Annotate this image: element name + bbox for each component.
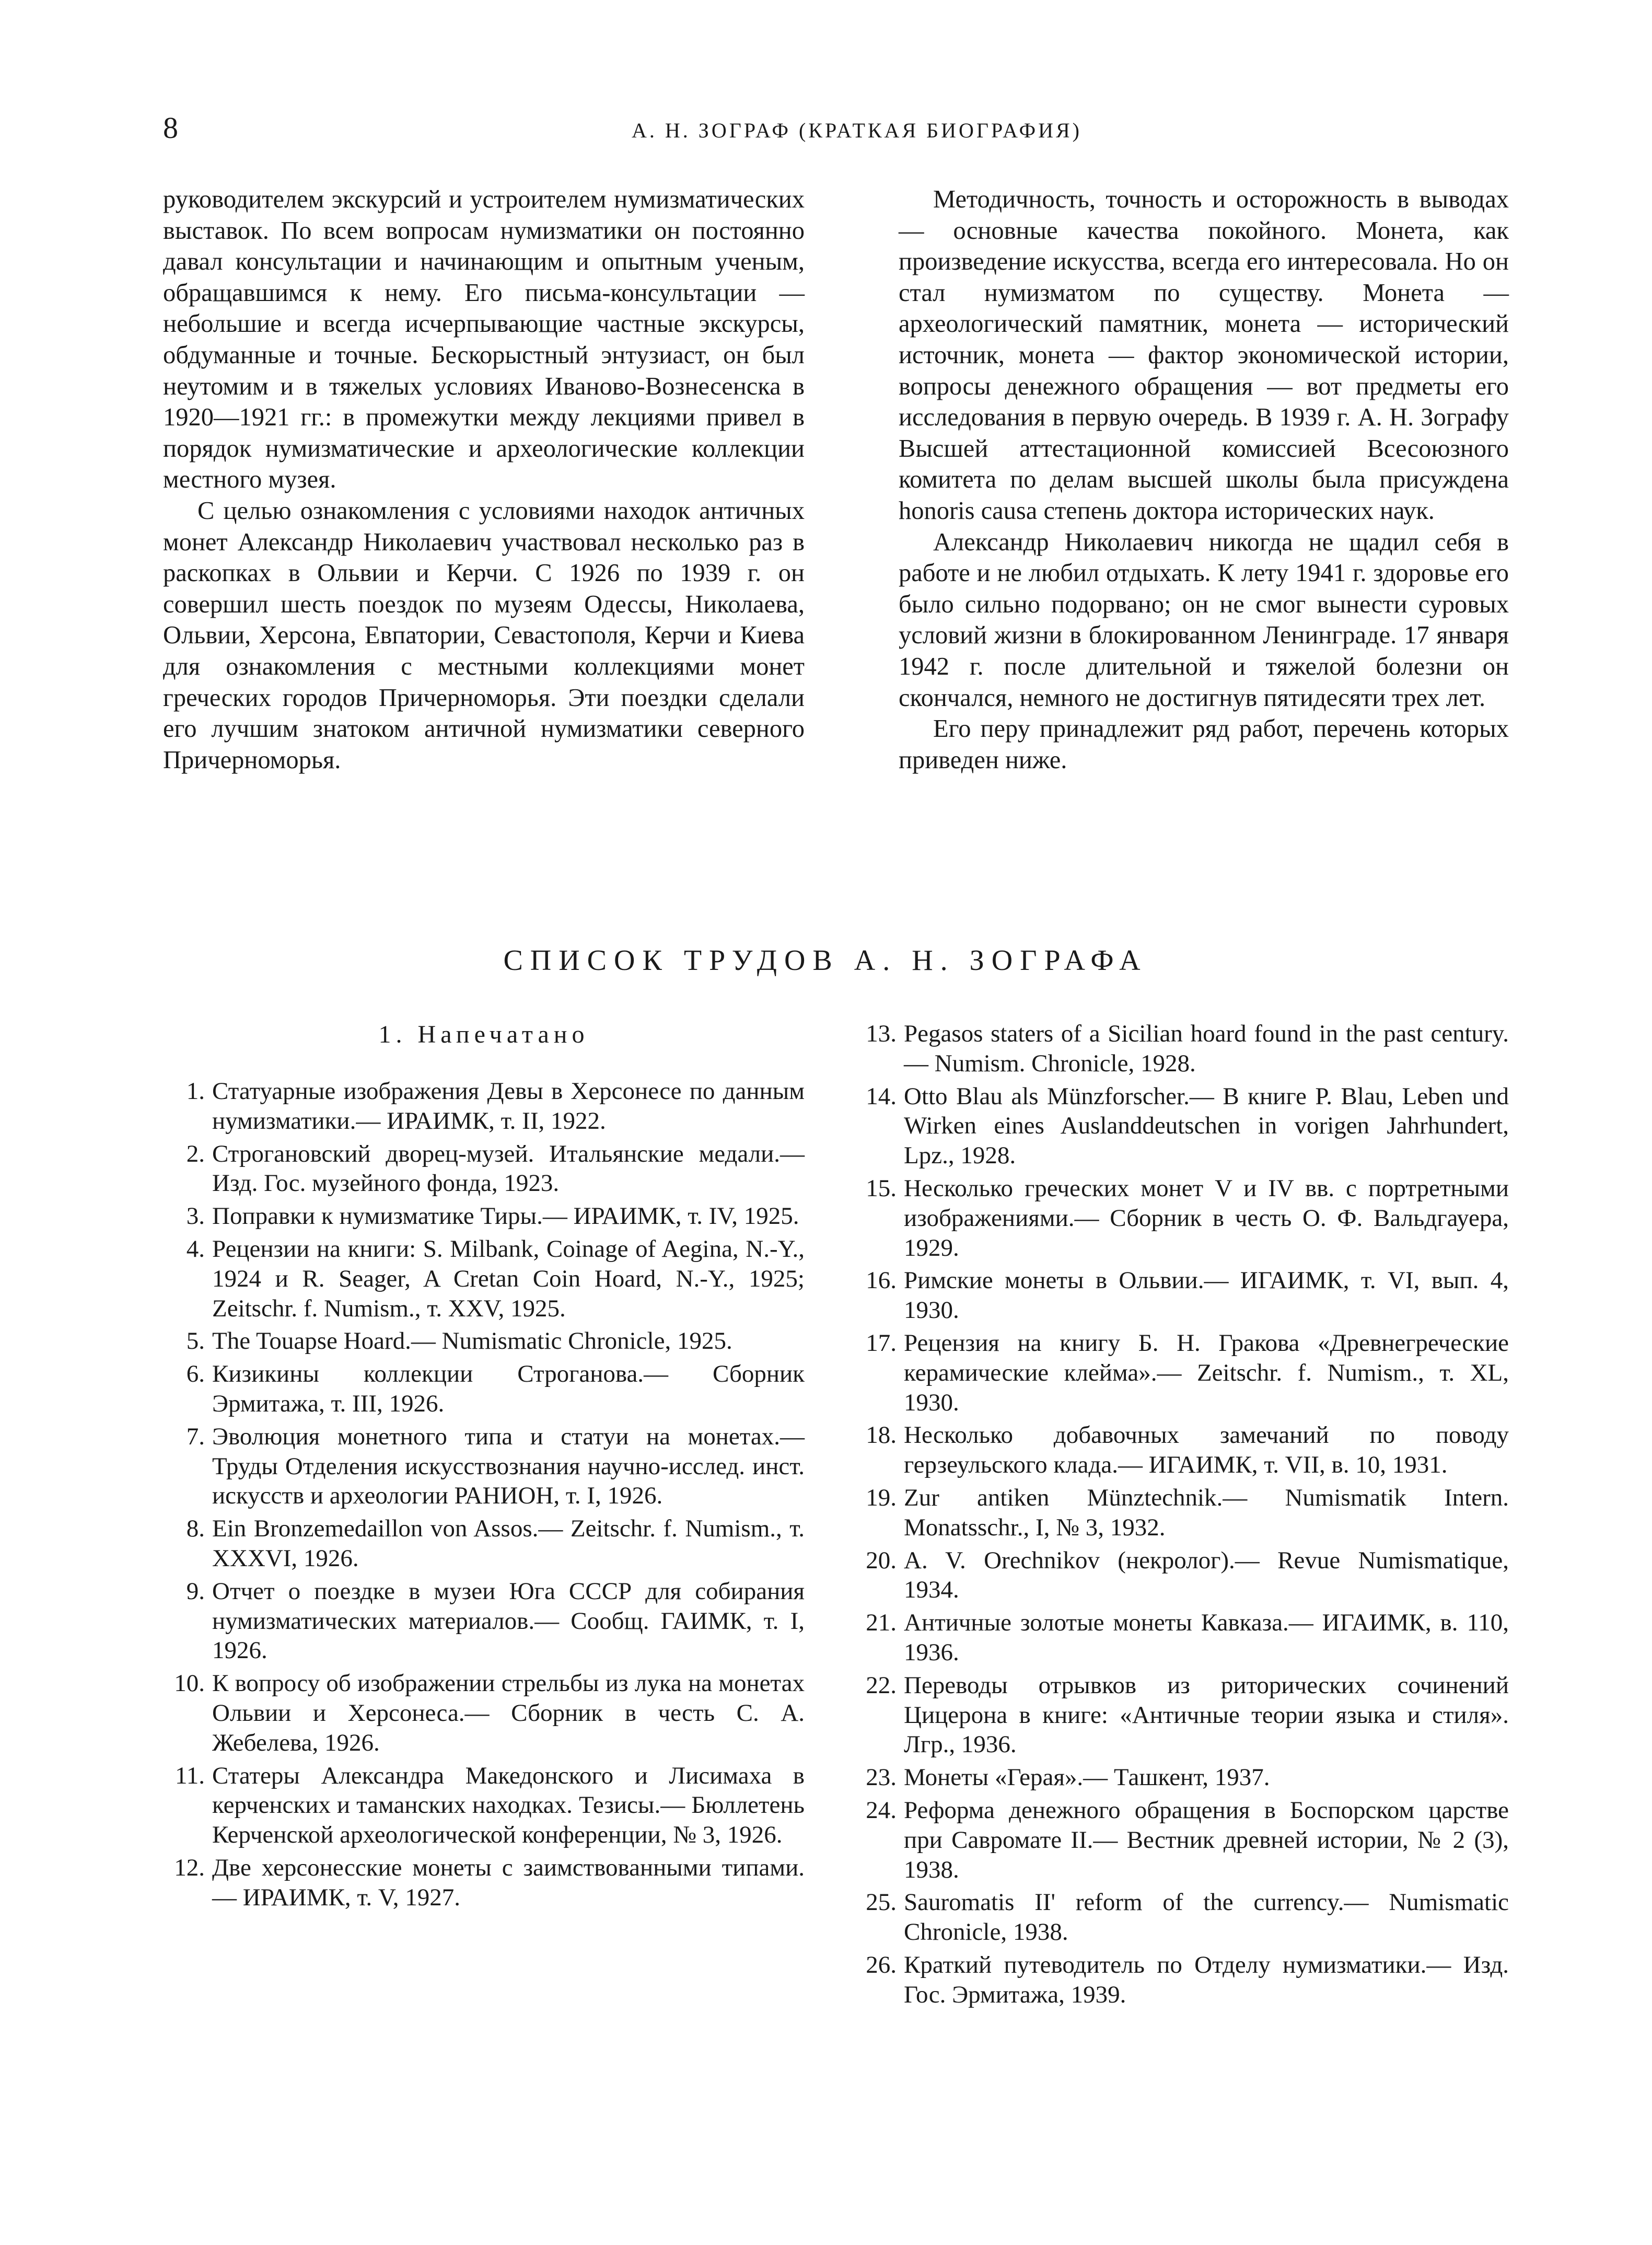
list-item (163, 1853, 805, 1913)
item-number: 8. (186, 1515, 205, 1543)
item-text: Поправки к нумизматике Тиры.— ИРАИМК, т. IV, 1925. (212, 1202, 799, 1230)
left-text-column (163, 184, 805, 776)
item-text: Эволюция монетного типа и статуи на монетах.— Труды Отделения искусствознания научно-исслед. инст. искусств и археологии РАНИОН, т. I, 1926. (212, 1422, 805, 1510)
item-text: Переводы отрывков из риторических сочинений Цицерона в книге: «Античные теории языка и стиля». Лгр., 1936. (904, 1671, 1509, 1758)
item-number: 2. (186, 1140, 205, 1167)
list-item (163, 1761, 805, 1850)
item-number: 1. (186, 1078, 205, 1105)
list-item (163, 1359, 805, 1419)
item-text: Монеты «Герая».— Ташкент, 1937. (904, 1764, 1270, 1791)
list-item (846, 1019, 1509, 1079)
item-number: 15. (866, 1174, 897, 1202)
paragraph: руководителем экскурсий и устроителем нумизматических выставок. По всем вопросам нумизматики он постоянно давал консультации и начинающим и опытным ученым, обращавшимся к нему. Его письма-консультации — небольшие и всегда исчерпывающие частные экскурсы, обдуманные и точные. Бескорыстный энтузиаст, он был неутомим и в тяжелых условиях Иваново-Вознесенска в 1920—1921 гг.: в промежутки между лекциями привел в порядок нумизматические и археологические коллекции местного музея. (163, 186, 805, 494)
list-item (846, 1671, 1509, 1760)
item-number: 16. (866, 1267, 897, 1294)
list-item (163, 1577, 805, 1665)
list-item (846, 1420, 1509, 1480)
list-item (846, 1174, 1509, 1263)
item-number: 9. (186, 1577, 205, 1605)
list-item (846, 1796, 1509, 1884)
item-text: The Touapse Hoard.— Numismatic Chronicle, 1925. (212, 1327, 732, 1355)
item-number: 26. (866, 1951, 897, 1978)
item-text: Несколько добавочных замечаний по поводу герзеульского клада.— ИГАИМК, т. VII, в. 10, 1931. (904, 1421, 1509, 1479)
item-number: 10. (174, 1670, 205, 1697)
list-item (163, 1326, 805, 1356)
paragraph: Его перу принадлежит ряд работ, перечень которых приведен ниже. (899, 715, 1509, 774)
list-item (163, 1234, 805, 1323)
list-item (163, 1422, 805, 1511)
item-number: 18. (866, 1421, 897, 1449)
list-item (846, 1888, 1509, 1947)
item-number: 6. (186, 1360, 205, 1388)
list-item (846, 1763, 1509, 1792)
item-text: Кизикины коллекции Строганова.— Сборник Эрмитажа, т. III, 1926. (212, 1360, 805, 1417)
item-number: 24. (866, 1796, 897, 1824)
paragraph: Александр Николаевич никогда не щадил себя в работе и не любил отдыхать. К лету 1941 г. здоровье его было сильно подорвано; он не смог вынести суровых условий жизни в блокированном Ленинграде. 17 января 1942 г. после длительной и тяжелой болезни он скончался, немного не достигнув пятидесяти трех лет. (899, 528, 1509, 712)
item-number: 23. (866, 1764, 897, 1791)
list-item (163, 1514, 805, 1573)
item-number: 20. (866, 1546, 897, 1574)
item-text: К вопросу об изображении стрельбы из лука на монетах Ольвии и Херсонеса.— Сборник в честь С. А. Жебелева, 1926. (212, 1670, 805, 1756)
item-number: 11. (174, 1762, 205, 1789)
item-number: 14. (866, 1082, 897, 1110)
item-number: 21. (866, 1609, 897, 1637)
item-text: Otto Blau als Münzforscher.— В книге P. Blau, Leben und Wirken eines Auslanddeutschen in vorigen Jahrhundert, Lpz., 1928. (904, 1082, 1509, 1170)
item-text: Римские монеты в Ольвии.— ИГАИМК, т. VI, вып. 4, 1930. (904, 1267, 1509, 1324)
running-title: А. Н. ЗОГРАФ (КРАТКАЯ БИОГРАФИЯ) (632, 119, 1082, 142)
item-number: 7. (186, 1422, 205, 1450)
item-text: A. V. Orechnikov (некролог).— Revue Numismatique, 1934. (904, 1546, 1509, 1604)
item-number: 25. (866, 1889, 897, 1916)
item-text: Античные золотые монеты Кавказа.— ИГАИМК, в. 110, 1936. (904, 1609, 1509, 1666)
list-item (846, 1483, 1509, 1543)
item-text: Отчет о поездке в музеи Юга СССР для собирания нумизматических материалов.— Сообщ. ГАИМК, т. I, 1926. (212, 1577, 805, 1664)
page-number: 8 (163, 111, 178, 145)
item-number: 22. (866, 1671, 897, 1699)
bibliography-list-right (846, 1019, 1509, 2013)
right-text-column (899, 184, 1509, 776)
item-text: Статуарные изображения Девы в Херсонесе по данным нумизматики.— ИРАИМК, т. II, 1922. (212, 1078, 805, 1135)
item-number: 5. (186, 1327, 205, 1355)
item-text: Краткий путеводитель по Отделу нумизматики.— Изд. Гос. Эрмитажа, 1939. (904, 1951, 1509, 2008)
item-text: Строгановский дворец-музей. Итальянские медали.— Изд. Гос. музейного фонда, 1923. (212, 1140, 805, 1197)
item-number: 4. (186, 1235, 205, 1263)
item-text: Две херсонесские монеты с заимствованными типами.— ИРАИМК, т. V, 1927. (212, 1854, 805, 1911)
list-item (846, 1546, 1509, 1605)
item-text: Реформа денежного обращения в Боспорском царстве при Савромате II.— Вестник древней истории, № 2 (3), 1938. (904, 1796, 1509, 1883)
item-text: Sauromatis II' reform of the currency.— Numismatic Chronicle, 1938. (904, 1889, 1509, 1946)
item-number: 19. (866, 1484, 897, 1511)
item-text: Несколько греческих монет V и IV вв. с портретными изображениями.— Сборник в честь О. Ф. Вальдгауера, 1929. (904, 1174, 1509, 1262)
item-number: 12. (174, 1854, 205, 1881)
item-text: Статеры Александра Македонского и Лисимаха в керченских и таманских находках. Тезисы.— Бюллетень Керченской археологической конференции, № 3, 1926. (212, 1762, 805, 1849)
item-number: 13. (866, 1020, 897, 1047)
item-text: Ein Bronzemedaillon von Assos.— Zeitschr. f. Numism., т. XXXVI, 1926. (212, 1515, 805, 1572)
paragraph: Методичность, точность и осторожность в выводах — основные качества покойного. Монета, как произведение искусства, всегда его интересовала. Но он стал нумизматом по существу. Монета — археологический памятник, монета — исторический источник, монета — фактор экономической истории, вопросы денежного обращения — вот предметы его исследования в первую очередь. В 1939 г. А. Н. Зографу Высшей аттестационной комиссией Всесоюзного комитета по делам высшей школы была присуждена honoris causa степень доктора исторических наук. (899, 186, 1509, 525)
item-text: Pegasos staters of a Sicilian hoard found in the past century.— Numism. Chronicle, 1928. (904, 1020, 1509, 1077)
section-heading: 1. Напечатано (378, 1021, 589, 1048)
list-item (846, 1608, 1509, 1668)
item-text: Рецензии на книги: S. Milbank, Coinage of Aegina, N.-Y., 1924 и R. Seager, A Cretan Coin Hoard, N.-Y., 1925; Zeitschr. f. Numism., т. XXV, 1925. (212, 1235, 805, 1322)
list-item (163, 1201, 805, 1231)
list-item (846, 1266, 1509, 1325)
item-number: 17. (866, 1329, 897, 1357)
bibliography-title: СПИСОК ТРУДОВ А. Н. ЗОГРАФА (503, 944, 1148, 977)
paragraph: С целью ознакомления с условиями находок античных монет Александр Николаевич участвовал несколько раз в раскопках в Ольвии и Керчи. С 1926 по 1939 г. он совершил шесть поездок по музеям Одессы, Николаева, Ольвии, Херсона, Евпатории, Севастополя, Керчи и Киева для ознакомления с местными коллекциями монет греческих городов Причерноморья. Эти поездки сделали его лучшим знатоком античной нумизматики северного Причерноморья. (163, 496, 805, 774)
item-text: Zur antiken Münztechnik.— Numismatik Intern. Monatsschr., I, № 3, 1932. (904, 1484, 1509, 1541)
item-number: 3. (186, 1202, 205, 1230)
list-item (846, 1328, 1509, 1417)
bibliography-list-left (163, 1077, 805, 1916)
item-text: Рецензия на книгу Б. Н. Гракова «Древнегреческие керамические клейма».— Zeitschr. f. Numism., т. XL, 1930. (904, 1329, 1509, 1416)
list-item (163, 1077, 805, 1136)
list-item (163, 1669, 805, 1757)
list-item (846, 1950, 1509, 2010)
list-item (163, 1139, 805, 1199)
list-item (846, 1082, 1509, 1171)
